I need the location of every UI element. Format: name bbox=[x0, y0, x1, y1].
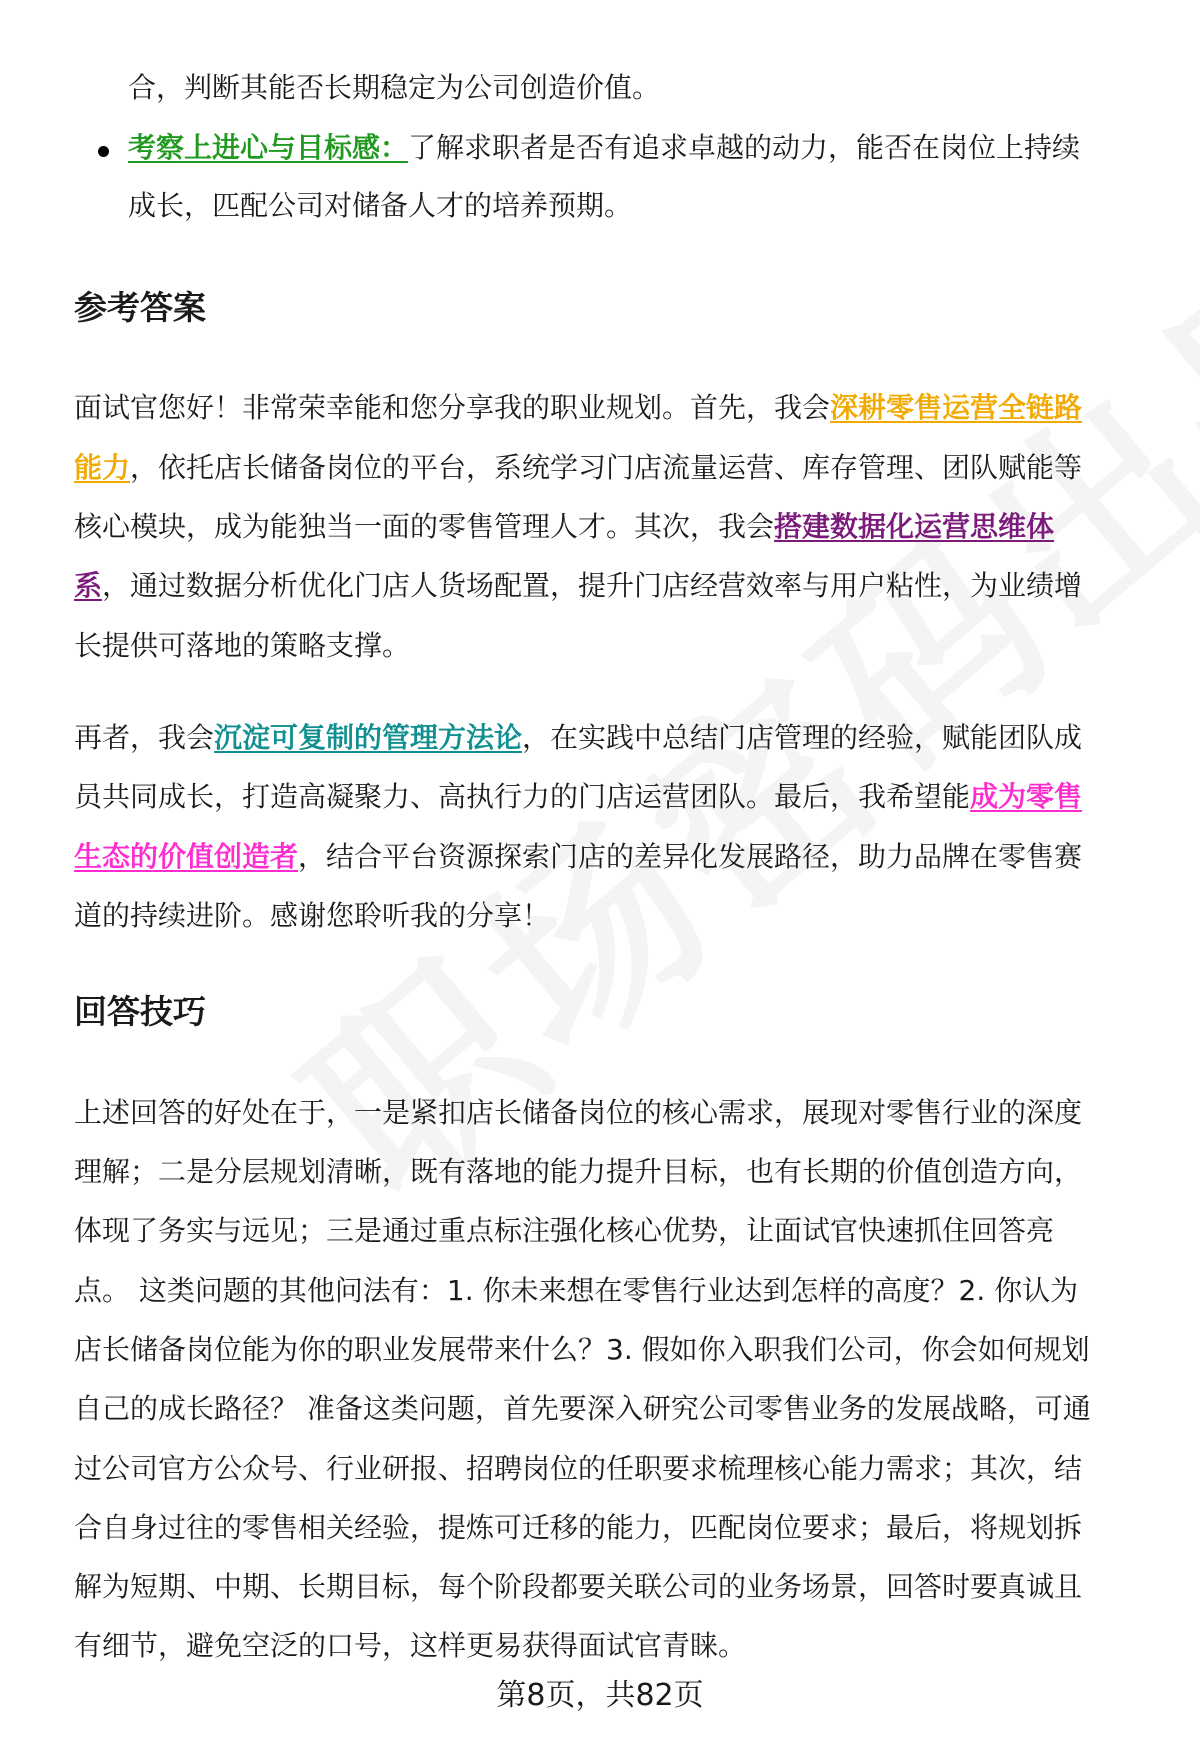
section-heading-tips: 回答技巧 bbox=[74, 992, 206, 1031]
tips-line: 自己的成长路径？ 准备这类问题，首先要深入研究公司零售业务的发展战略，可通 bbox=[74, 1392, 1091, 1425]
highlight-methodology: 沉淀可复制的管理方法论 bbox=[214, 721, 523, 754]
answer-text: ，依托店长储备岗位的平台，系统学习门店流量运营、库存管理、团队赋能等 bbox=[130, 451, 1083, 484]
answer-text: 面试官您好！非常荣幸能和您分享我的职业规划。首先，我会 bbox=[74, 391, 831, 424]
highlight-data-thinking: 搭建数据化运营思维体 bbox=[774, 510, 1055, 543]
section-heading-answer: 参考答案 bbox=[74, 288, 206, 327]
answer-text: 再者，我会 bbox=[74, 721, 215, 754]
intro-line: 合，判断其能否长期稳定为公司创造价值。 bbox=[128, 71, 661, 104]
answer-p2-line1 bbox=[74, 718, 1082, 758]
highlight-retail-chain-cont: 能力 bbox=[74, 451, 131, 484]
answer-p1-line2 bbox=[74, 448, 1082, 488]
tips-line: 合自身过往的零售相关经验，提炼可迁移的能力，匹配岗位要求；最后，将规划拆 bbox=[74, 1511, 1083, 1544]
tips-line: 解为短期、中期、长期目标，每个阶段都要关联公司的业务场景，回答时要真诚且 bbox=[74, 1570, 1083, 1603]
answer-p2-line2 bbox=[74, 777, 1082, 817]
tips-line: 过公司官方公众号、行业研报、招聘岗位的任职要求梳理核心能力需求；其次，结 bbox=[74, 1452, 1083, 1485]
page-number: 第8页，共82页 bbox=[496, 1678, 704, 1713]
tips-line: 有细节，避免空泛的口号，这样更易获得面试官青睐。 bbox=[74, 1629, 747, 1662]
bullet-highlight: 考察上进心与目标感： bbox=[128, 131, 409, 164]
answer-text: 员共同成长，打造高凝聚力、高执行力的门店运营团队。最后，我希望能 bbox=[74, 780, 971, 813]
answer-p1-line1 bbox=[74, 388, 1082, 428]
answer-p2-line3 bbox=[74, 837, 1082, 877]
highlight-data-thinking-cont: 系 bbox=[74, 569, 103, 602]
highlight-value-creator-cont: 生态的价值创造者 bbox=[74, 840, 299, 873]
answer-p2-line4: 道的持续进阶。感谢您聆听我的分享！ bbox=[74, 899, 551, 932]
tips-line: 理解；二是分层规划清晰，既有落地的能力提升目标，也有长期的价值创造方向， bbox=[74, 1155, 1083, 1188]
bullet-line-2: 成长，匹配公司对储备人才的培养预期。 bbox=[128, 189, 633, 222]
bullet-text: 了解求职者是否有追求卓越的动力，能否在岗位上持续 bbox=[408, 131, 1081, 164]
answer-p1-line4 bbox=[74, 566, 1082, 606]
tips-line: 体现了务实与远见；三是通过重点标注强化核心优势，让面试官快速抓住回答亮 bbox=[74, 1214, 1055, 1247]
highlight-retail-chain: 深耕零售运营全链路 bbox=[830, 391, 1083, 424]
highlight-value-creator: 成为零售 bbox=[970, 780, 1083, 813]
tips-line: 上述回答的好处在于，一是紧扣店长储备岗位的核心需求，展现对零售行业的深度 bbox=[74, 1096, 1083, 1129]
answer-text: ，通过数据分析优化门店人货场配置，提升门店经营效率与用户粘性，为业绩增 bbox=[102, 569, 1083, 602]
bullet-line bbox=[128, 128, 1080, 168]
answer-p1-line5: 长提供可落地的策略支撑。 bbox=[74, 629, 411, 662]
answer-text: ，结合平台资源探索门店的差异化发展路径，助力品牌在零售赛 bbox=[298, 840, 1083, 873]
tips-line: 点。 这类问题的其他问法有：1. 你未来想在零售行业达到怎样的高度？2. 你认为 bbox=[74, 1274, 1079, 1307]
answer-text: ，在实践中总结门店管理的经验，赋能团队成 bbox=[522, 721, 1083, 754]
answer-text: 核心模块，成为能独当一面的零售管理人才。其次，我会 bbox=[74, 510, 775, 543]
tips-line: 店长储备岗位能为你的职业发展带来什么？3. 假如你入职我们公司，你会如何规划 bbox=[74, 1333, 1090, 1366]
answer-p1-line3 bbox=[74, 507, 1054, 547]
bullet-dot-icon bbox=[98, 146, 109, 157]
watermark bbox=[237, 171, 1200, 1251]
